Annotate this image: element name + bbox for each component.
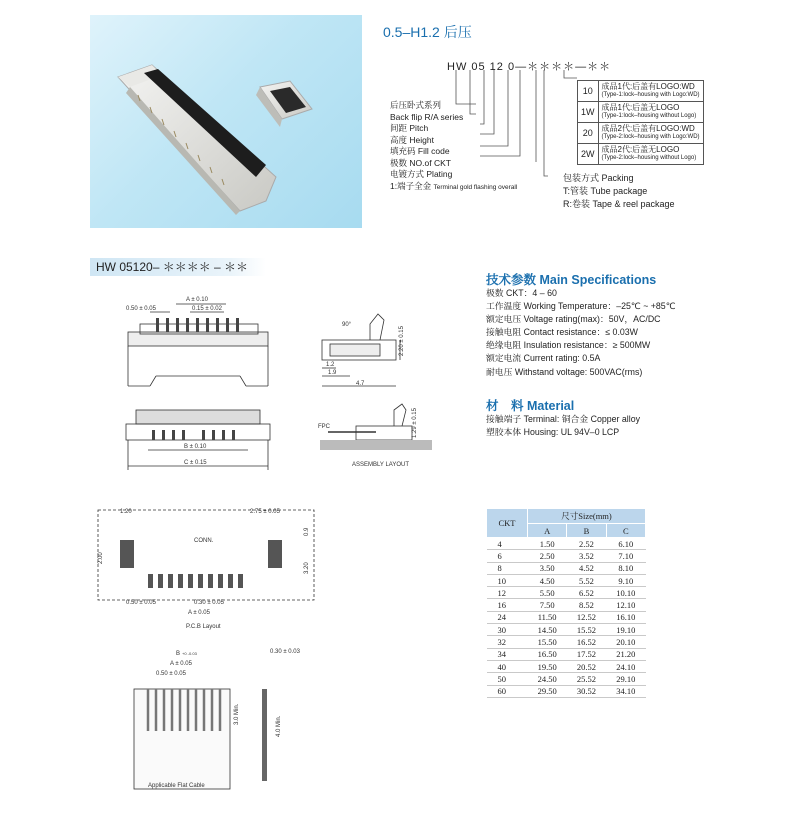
specs-list <box>486 287 676 379</box>
label-pcb: P.C.B Layout <box>186 624 221 630</box>
pcb-pad-right <box>268 540 282 568</box>
header-col-c: C <box>606 524 645 538</box>
dim-b: B ± 0.10 <box>184 444 207 450</box>
table-cell: 10 <box>487 574 528 586</box>
option-row: 20 成品2代:后盖有LOGO:WD (Type-2:lock–housing with Logo:WD) <box>578 123 704 144</box>
table-cell: 16 <box>487 599 528 611</box>
header-ckt: CKT <box>487 509 528 538</box>
packing-reel: R:卷装 Tape & reel package <box>563 199 675 209</box>
code-label-fill: 填充码 Fill code <box>390 146 450 156</box>
label-flat-cable: Applicable Flat Cable <box>148 783 205 789</box>
side-view-drawing <box>300 300 420 395</box>
table-cell: 7.50 <box>528 599 567 611</box>
material-title: 材 料 Material <box>486 399 575 413</box>
table-cell: 19.10 <box>606 624 645 636</box>
table-row <box>487 673 646 685</box>
table-cell: 19.50 <box>528 660 567 672</box>
table-cell: 12 <box>487 587 528 599</box>
table-cell: 15.52 <box>567 624 606 636</box>
front-view-drawing <box>120 290 280 480</box>
dim-thickness: 0.30 ± 0.03 <box>270 649 300 655</box>
option-row: 2W 成品2代:后盖无LOGO (Type-2:lock–housing without Logo) <box>578 144 704 165</box>
table-cell: 2.52 <box>567 538 606 550</box>
table-cell: 34.10 <box>606 685 645 697</box>
part-number: HW 05 12 0—＊＊＊＊—＊＊ <box>447 61 612 73</box>
table-cell: 3.52 <box>567 550 606 562</box>
table-cell: 12.52 <box>567 611 606 623</box>
table-row <box>487 599 646 611</box>
dim-b-tol: +0 -0.03 <box>182 651 197 656</box>
connector-illustration <box>90 15 362 228</box>
dim-3-0: 3.0 Min. <box>234 703 240 725</box>
table-cell: 24.50 <box>528 673 567 685</box>
material-list <box>486 413 640 439</box>
dim-4-0: 4.0 Min. <box>276 715 282 737</box>
header-col-b: B <box>567 524 606 538</box>
dim-height: 2.20 ± 0.15 <box>399 326 405 356</box>
spec-contact: 接触电阻 Contact resistance：≤ 0.03W <box>486 327 638 338</box>
packing-title: 包装方式 Packing <box>563 173 634 183</box>
table-row <box>487 636 646 648</box>
section-title: HW 05120– ＊＊＊＊ – ＊＊ <box>90 258 266 276</box>
code-label-ckt: 极数 NO.of CKT <box>390 157 451 168</box>
flat-cable-drawing <box>120 645 300 790</box>
dim-pitch-pcb: 0.50 ± 0.05 <box>126 600 156 606</box>
dim-4-7: 4.7 <box>356 381 365 387</box>
table-cell: 4.52 <box>567 562 606 574</box>
table-cell: 6.10 <box>606 538 645 550</box>
table-cell: 3.50 <box>528 562 567 574</box>
size-table <box>486 508 646 698</box>
dim-2-75: 2.75 ± 0.05 <box>250 509 280 515</box>
table-cell: 16.10 <box>606 611 645 623</box>
table-cell: 8.52 <box>567 599 606 611</box>
table-cell: 50 <box>487 673 528 685</box>
table-cell: 8 <box>487 562 528 574</box>
table-cell: 24 <box>487 611 528 623</box>
table-cell: 30 <box>487 624 528 636</box>
table-cell: 10.10 <box>606 587 645 599</box>
table-row <box>487 611 646 623</box>
packing-tube: T:管装 Tube package <box>563 186 648 196</box>
material-terminal: 接触端子 Terminal: 铜合金 Copper alloy <box>486 414 640 424</box>
code-label-gold: 1:端子全金 Terminal gold flashing overall <box>390 180 518 191</box>
table-cell: 21.20 <box>606 648 645 660</box>
dim-1-29: 1.29 ± 0.15 <box>412 408 418 438</box>
label-assembly: ASSEMBLY LAYOUT <box>352 462 410 468</box>
dim-3-20: 3.20 <box>304 562 310 574</box>
dim-angle: 90° <box>342 322 352 328</box>
table-row <box>487 574 646 586</box>
spec-ckt: 极数 CKT：4 – 60 <box>486 288 557 298</box>
table-cell: 29.10 <box>606 673 645 685</box>
table-row <box>487 562 646 574</box>
table-cell: 7.10 <box>606 550 645 562</box>
table-cell: 16.52 <box>567 636 606 648</box>
table-cell: 20.52 <box>567 660 606 672</box>
table-cell: 16.50 <box>528 648 567 660</box>
table-cell: 40 <box>487 660 528 672</box>
table-cell: 30.52 <box>567 685 606 697</box>
dim-b-cable: B <box>176 651 181 657</box>
table-cell: 6 <box>487 550 528 562</box>
table-cell: 5.52 <box>567 574 606 586</box>
dim-1-9: 1.9 <box>328 370 337 376</box>
table-row <box>487 685 646 697</box>
product-photo <box>90 15 362 228</box>
table-cell: 4 <box>487 538 528 550</box>
pcb-layout-drawing <box>90 500 325 635</box>
material-housing: 塑胶本体 Housing: UL 94V–0 LCP <box>486 427 620 438</box>
spec-current: 额定电流 Current rating: 0.5A <box>486 353 601 364</box>
dim-0-30: 0.30 ± 0.05 <box>194 600 224 606</box>
label-conn: CONN. <box>194 538 214 544</box>
specs-title: 技术参数 Main Specifications <box>486 273 657 287</box>
dim-width: 0.15 ± 0.02 <box>192 306 222 312</box>
table-cell: 25.52 <box>567 673 606 685</box>
table-cell: 29.50 <box>528 685 567 697</box>
table-cell: 34 <box>487 648 528 660</box>
dim-c: C ± 0.15 <box>184 460 207 466</box>
size-table-body <box>487 538 646 698</box>
dim-1-2: 1.2 <box>326 362 335 368</box>
page-title: 0.5–H1.2 后压 <box>383 24 472 40</box>
dim-pitch-cable: 0.50 ± 0.05 <box>156 671 186 677</box>
table-cell: 5.50 <box>528 587 567 599</box>
table-cell: 9.10 <box>606 574 645 586</box>
code-label-series: 后压卧式系列 Back flip R/A series <box>390 100 464 122</box>
code-label-pitch: 间距 Pitch <box>390 123 429 133</box>
assembly-layout-drawing <box>316 398 436 473</box>
dim-2-00: 2.00 <box>98 552 104 564</box>
spec-insulation: 绝缘电阻 Insulation resistance：≥ 500MW <box>486 340 651 351</box>
table-row <box>487 624 646 636</box>
table-cell: 15.50 <box>528 636 567 648</box>
table-cell: 8.10 <box>606 562 645 574</box>
table-cell: 32 <box>487 636 528 648</box>
dim-1-20: 1.20 <box>120 509 132 515</box>
table-cell: 2.50 <box>528 550 567 562</box>
code-label-plating: 电镀方式 Plating <box>390 169 453 179</box>
option-row: 10 成品1代:后盖有LOGO:WD (Type-1:lock–housing with Logo:WD) <box>578 81 704 102</box>
table-row <box>487 538 646 550</box>
dim-a-pcb: A ± 0.05 <box>188 610 210 616</box>
header-col-a: A <box>528 524 567 538</box>
code-labels <box>390 100 517 193</box>
table-cell: 24.10 <box>606 660 645 672</box>
spec-withstand: 耐电压 Withstand voltage: 500VAC(rms) <box>486 366 643 377</box>
table-cell: 4.50 <box>528 574 567 586</box>
table-row <box>487 660 646 672</box>
label-fpc: FPC <box>318 424 330 430</box>
table-cell: 14.50 <box>528 624 567 636</box>
spec-temp: 工作温度 Working Temperature：–25℃ ~ +85℃ <box>486 301 676 312</box>
table-cell: 11.50 <box>528 611 567 623</box>
table-cell: 20.10 <box>606 636 645 648</box>
table-row <box>487 587 646 599</box>
packing-block <box>563 172 675 211</box>
option-table <box>577 80 704 165</box>
table-cell: 1.50 <box>528 538 567 550</box>
table-row <box>487 550 646 562</box>
table-cell: 12.10 <box>606 599 645 611</box>
header-size: 尺寸Size(mm) <box>528 509 646 524</box>
table-cell: 60 <box>487 685 528 697</box>
table-cell: 6.52 <box>567 587 606 599</box>
option-row: 1W 成品1代:后盖无LOGO (Type-1:lock–housing without Logo) <box>578 102 704 123</box>
dim-a-cable: A ± 0.05 <box>170 661 192 667</box>
code-label-height: 高度 Height <box>390 134 434 145</box>
spec-voltage: 额定电压 Voltage rating(max)：50V，AC/DC <box>486 314 661 325</box>
pcb-pad-left <box>120 540 134 568</box>
table-cell: 17.52 <box>567 648 606 660</box>
table-row <box>487 648 646 660</box>
dim-pitch: 0.50 ± 0.05 <box>126 306 156 312</box>
dim-0-9: 0.9 <box>304 527 310 536</box>
dim-a: A ± 0.10 <box>186 297 208 303</box>
